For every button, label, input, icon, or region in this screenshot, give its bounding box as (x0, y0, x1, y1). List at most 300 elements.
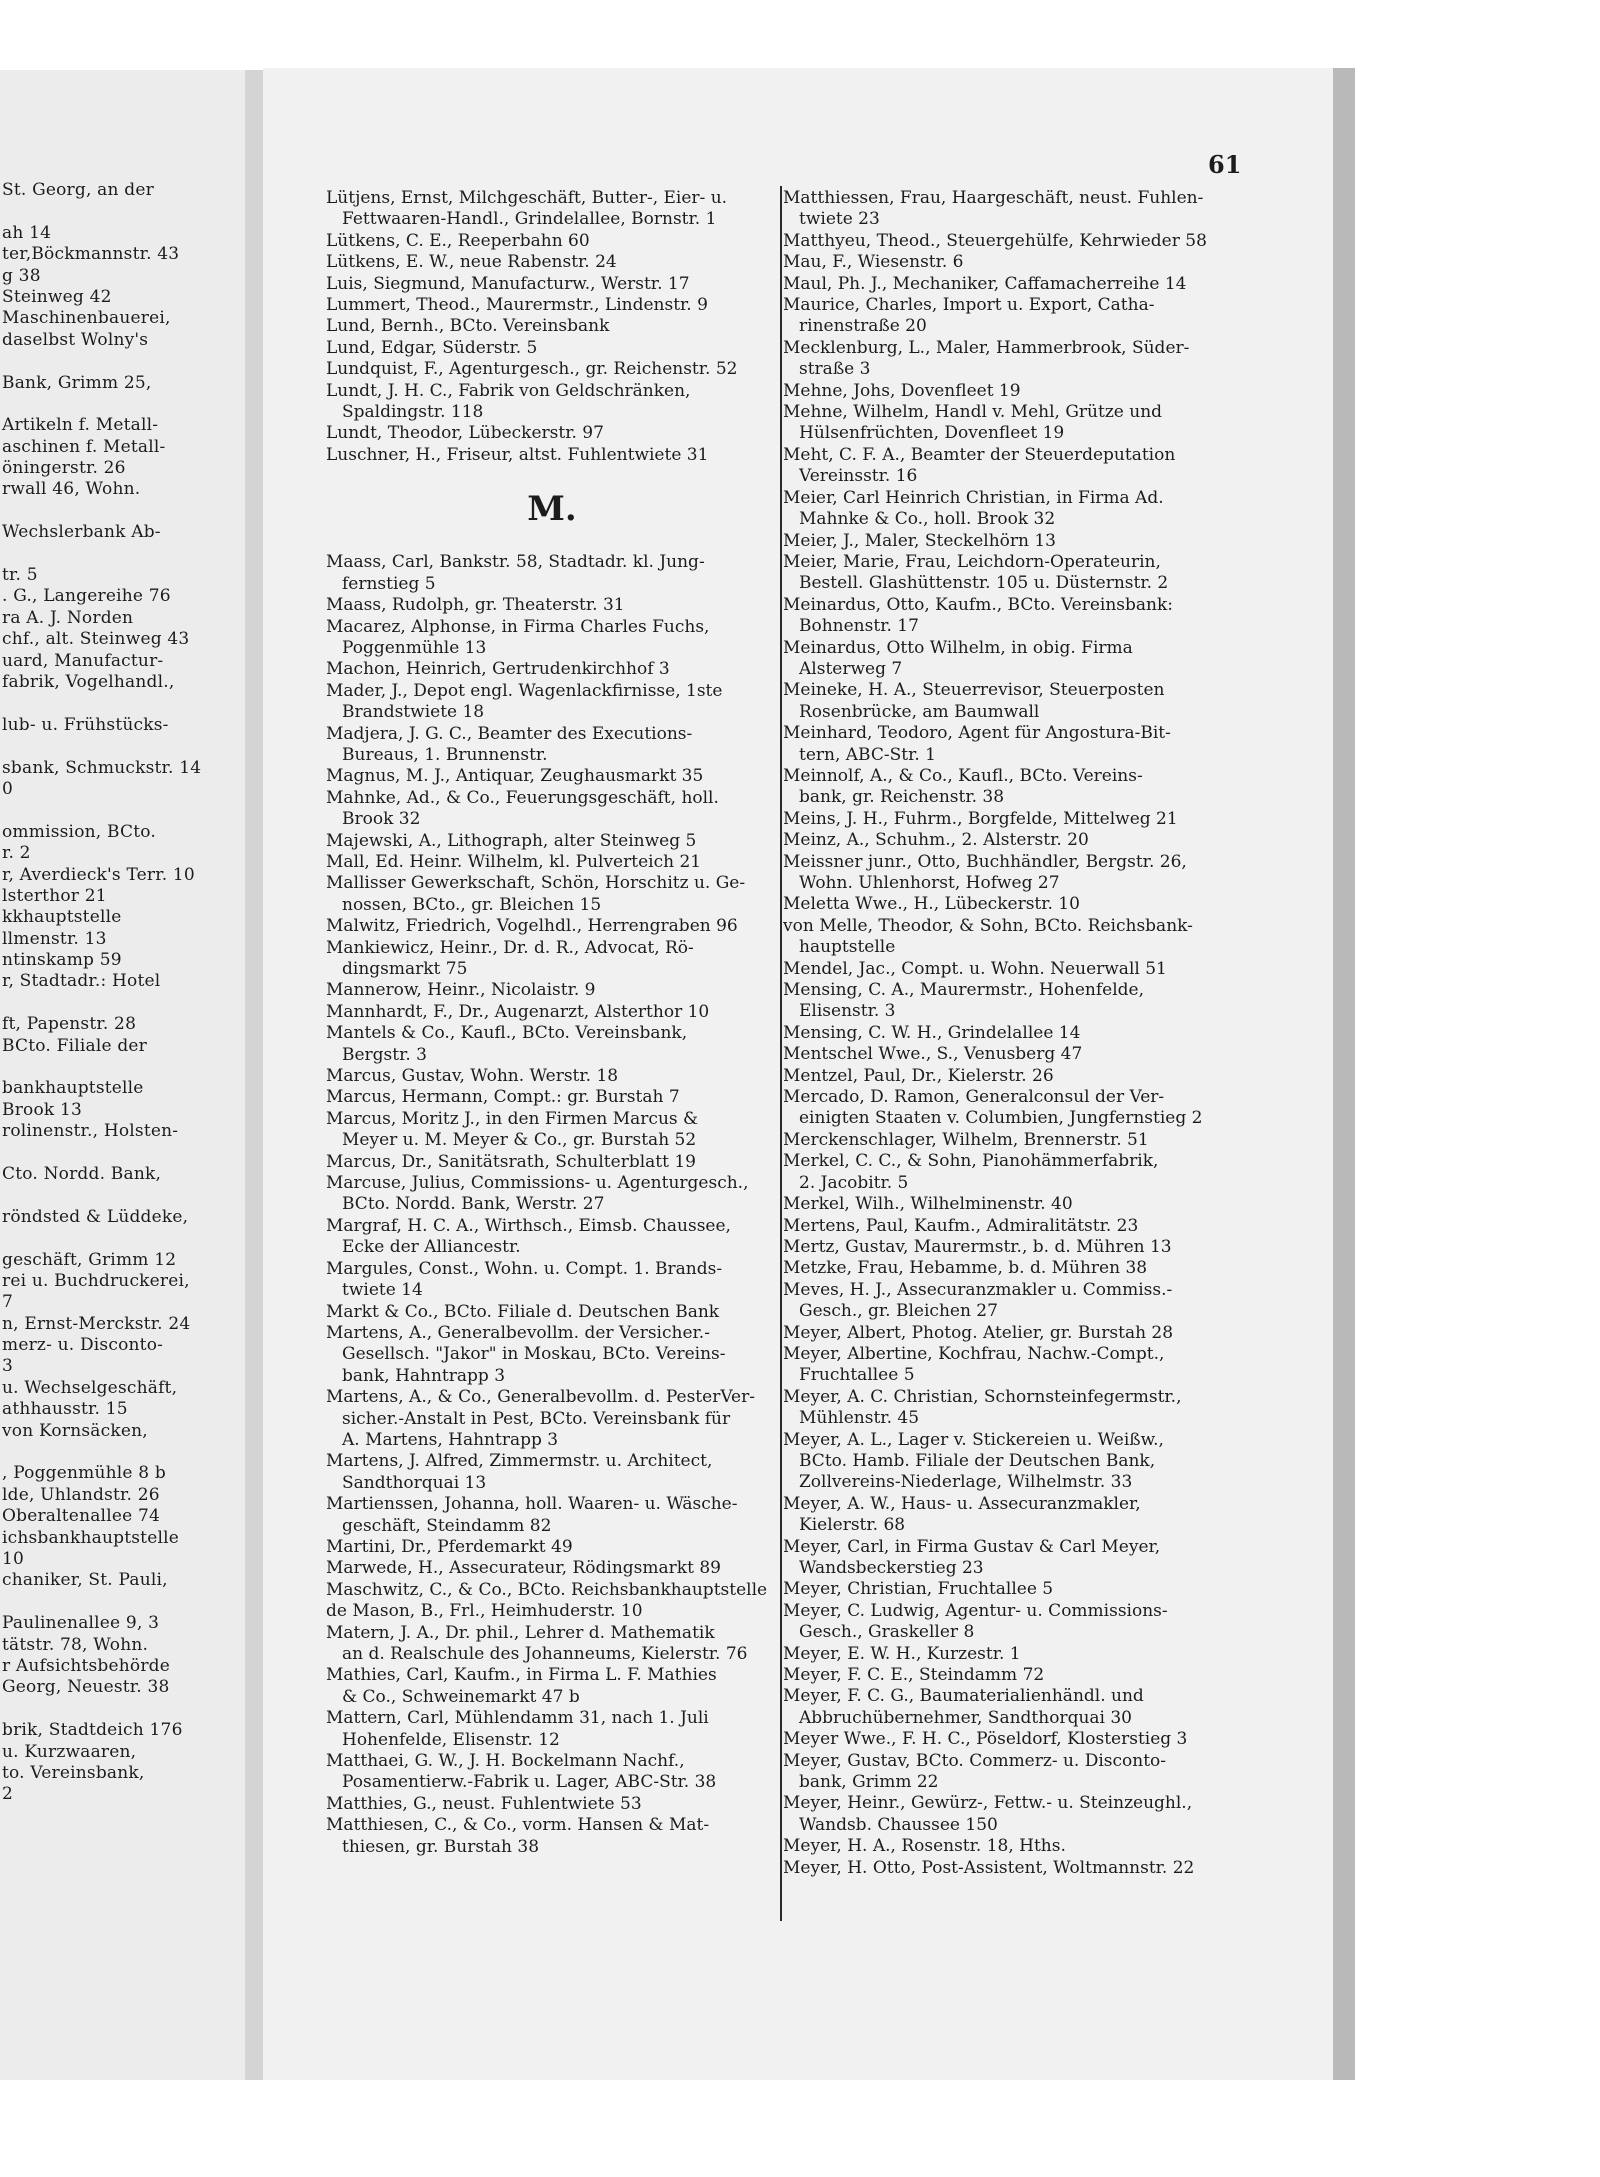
left-fragment-line: n, Ernst-Merckstr. 24 (2, 1313, 191, 1334)
entry-line: Meyer, A. L., Lager v. Stickereien u. Weißw., (783, 1429, 1164, 1450)
directory-entry (326, 1708, 778, 1751)
directory-entry (783, 1087, 1235, 1130)
entry-line: Meyer, E. W. H., Kurzestr. 1 (783, 1643, 1021, 1664)
left-fragment-line (0, 993, 245, 1014)
entry-continuation: Fruchtallee 5 (799, 1365, 915, 1386)
left-fragment-line (0, 800, 245, 821)
entry-line: Meyer, H. Otto, Post-Assistent, Woltmannstr. 22 (783, 1857, 1195, 1878)
entry-continuation: Rosenbrücke, am Baumwall (799, 701, 1040, 722)
entry-continuation: Bergstr. 3 (342, 1044, 427, 1065)
directory-entry (326, 1002, 778, 1023)
entry-continuation: Bureaus, 1. Brunnenstr. (342, 744, 548, 765)
entry-line: Maschwitz, C., & Co., BCto. Reichsbankhauptstelle (326, 1579, 768, 1600)
entry-line: Majewski, A., Lithograph, alter Steinweg 5 (326, 830, 697, 851)
entry-continuation: nossen, BCto., gr. Bleichen 15 (342, 894, 602, 915)
entry-continuation: Gesch., gr. Bleichen 27 (799, 1301, 998, 1322)
entry-line: Meyer, Albertine, Kochfrau, Nachw.-Compt., (783, 1343, 1165, 1364)
directory-entry (326, 852, 778, 873)
directory-entry (783, 1023, 1235, 1044)
entry-line: Mantels & Co., Kaufl., BCto. Vereinsbank, (326, 1023, 688, 1044)
left-fragment-line: 10 (2, 1549, 25, 1569)
directory-entry (326, 1087, 778, 1108)
entry-line: Mattern, Carl, Mühlendamm 31, nach 1. Juli (326, 1708, 709, 1729)
column-divider (780, 186, 782, 1921)
entry-continuation: Wandsb. Chaussee 150 (799, 1814, 998, 1835)
directory-entry (326, 295, 778, 316)
directory-entry (783, 1793, 1235, 1836)
directory-entry (783, 1044, 1235, 1065)
entry-line: Mentschel Wwe., S., Venusberg 47 (783, 1044, 1083, 1065)
entry-continuation: tern, ABC-Str. 1 (799, 744, 936, 765)
entry-line: von Melle, Theodor, & Sohn, BCto. Reichsbank- (783, 915, 1193, 936)
entry-line: Maurice, Charles, Import u. Export, Catha- (783, 295, 1155, 316)
directory-entry (326, 1152, 778, 1173)
directory-entry (326, 617, 778, 660)
entry-line: Meyer, Albert, Photog. Atelier, gr. Burstah 28 (783, 1322, 1174, 1343)
directory-entry (783, 1729, 1235, 1750)
entry-line: Meinnolf, A., & Co., Kaufl., BCto. Vereins- (783, 765, 1143, 786)
directory-entry (326, 938, 778, 981)
left-fragment-line: rei u. Buchdruckerei, (2, 1270, 190, 1291)
directory-entry (783, 1430, 1235, 1494)
entry-continuation: sicher.-Anstalt in Pest, BCto. Vereinsbank für (342, 1408, 731, 1429)
directory-entry (783, 980, 1235, 1023)
entry-continuation: A. Martens, Hahntrapp 3 (342, 1429, 559, 1450)
directory-entry (326, 188, 778, 231)
directory-entry (326, 1815, 778, 1858)
entry-continuation: Mahnke & Co., holl. Brook 32 (799, 509, 1056, 530)
left-fragment-line: St. Georg, an der (2, 180, 154, 200)
directory-entry (783, 638, 1235, 681)
entry-continuation: BCto. Hamb. Filiale der Deutschen Bank, (799, 1450, 1156, 1471)
left-fragment-line: röndsted & Lüddeke, (2, 1206, 189, 1227)
directory-entry (783, 1579, 1235, 1600)
entry-line: Markt & Co., BCto. Filiale d. Deutschen Bank (326, 1301, 720, 1322)
entry-line: Meyer, Christian, Fruchtallee 5 (783, 1579, 1054, 1600)
entry-continuation: Gesch., Graskeller 8 (799, 1622, 975, 1643)
directory-entry (326, 445, 778, 466)
entry-continuation: Spaldingstr. 118 (342, 402, 484, 423)
entry-continuation: twiete 23 (799, 209, 880, 230)
directory-entry (783, 1280, 1235, 1323)
directory-entry (326, 1601, 778, 1622)
entry-line: Meier, Marie, Frau, Leichdorn-Operateurin, (783, 551, 1161, 572)
entry-line: Matthaei, G. W., J. H. Bockelmann Nachf., (326, 1751, 685, 1772)
entry-continuation: Bestell. Glashüttenstr. 105 u. Düsternstr. 2 (799, 573, 1169, 594)
directory-entry (783, 381, 1235, 402)
entry-line: Meletta Wwe., H., Lübeckerstr. 10 (783, 894, 1080, 915)
entry-line: Margules, Const., Wohn. u. Compt. 1. Brands- (326, 1258, 723, 1279)
directory-entry (326, 1259, 778, 1302)
entry-line: Merckenschlager, Wilhelm, Brennerstr. 51 (783, 1129, 1149, 1150)
entry-continuation: einigten Staaten v. Columbien, Jungfernstieg 2 (799, 1108, 1203, 1129)
entry-line: Mau, F., Wiesenstr. 6 (783, 252, 964, 273)
entry-line: Martens, J. Alfred, Zimmermstr. u. Architect, (326, 1451, 713, 1472)
entry-line: Luschner, H., Friseur, altst. Fuhlentwiete 31 (326, 444, 709, 465)
entry-continuation: Hülsenfrüchten, Dovenfleet 19 (799, 423, 1065, 444)
entry-line: Mathies, Carl, Kaufm., in Firma L. F. Mathies (326, 1665, 717, 1686)
entry-continuation: Alsterweg 7 (799, 658, 903, 679)
directory-entry (783, 552, 1235, 595)
left-fragment-line: fabrik, Vogelhandl., (2, 671, 175, 692)
directory-entry (326, 1794, 778, 1815)
entry-continuation: Gesellsch. "Jakor" in Moskau, BCto. Vereins- (342, 1344, 726, 1365)
entry-line: Mannerow, Heinr., Nicolaistr. 9 (326, 980, 596, 1001)
left-fragment-line: von Kornsäcken, (2, 1420, 148, 1441)
directory-entry (783, 1323, 1235, 1344)
directory-entry (783, 1130, 1235, 1151)
directory-entry (783, 295, 1235, 338)
entry-line: Meyer, C. Ludwig, Agentur- u. Commissions- (783, 1600, 1168, 1621)
directory-entry (783, 1344, 1235, 1387)
left-page-text (0, 180, 245, 1806)
entry-continuation: geschäft, Steindamm 82 (342, 1515, 552, 1536)
entry-continuation: dingsmarkt 75 (342, 959, 468, 979)
left-fragment-line: Georg, Neuestr. 38 (2, 1677, 170, 1698)
entry-line: Maul, Ph. J., Mechaniker, Caffamacherreihe 14 (783, 273, 1187, 294)
entry-line: Meissner junr., Otto, Buchhändler, Bergstr. 26, (783, 851, 1187, 872)
directory-entry (783, 274, 1235, 295)
entry-continuation: Wandsbeckerstieg 23 (799, 1558, 984, 1578)
left-fragment-line (0, 201, 245, 222)
directory-entry (326, 231, 778, 252)
section-heading: M. (527, 489, 577, 530)
entry-continuation: Brook 32 (342, 809, 421, 830)
entry-line: Madjera, J. G. C., Beamter des Executions- (326, 723, 693, 744)
entry-continuation: Posamentierw.-Fabrik u. Lager, ABC-Str. 38 (342, 1772, 717, 1793)
directory-entry (326, 359, 778, 380)
directory-entry (783, 830, 1235, 851)
entry-continuation: bank, Hahntrapp 3 (342, 1365, 506, 1386)
entry-line: Margraf, H. C. A., Wirthsch., Eimsb. Chaussee, (326, 1215, 731, 1236)
directory-entry (326, 1109, 778, 1152)
entry-line: Meier, J., Maler, Steckelhörn 13 (783, 530, 1056, 551)
directory-entry (783, 445, 1235, 488)
left-fragment-line: ra A. J. Norden (2, 607, 134, 628)
entry-line: Marcus, Hermann, Compt.: gr. Burstah 7 (326, 1087, 680, 1108)
left-page-fragment (0, 70, 246, 2080)
directory-entry (326, 916, 778, 937)
entry-continuation: Zollvereins-Niederlage, Wilhelmstr. 33 (799, 1472, 1133, 1493)
directory-entry (783, 531, 1235, 552)
entry-continuation: straße 3 (799, 359, 871, 380)
entry-continuation: bank, Grimm 22 (799, 1772, 939, 1793)
left-fragment-line: rolinenstr., Holsten- (2, 1121, 179, 1142)
left-fragment-line: lub- u. Frühstücks- (2, 714, 169, 735)
entry-line: Mentzel, Paul, Dr., Kielerstr. 26 (783, 1065, 1054, 1086)
left-fragment-line: g 38 (2, 265, 41, 286)
entry-line: Mehne, Johs, Dovenfleet 19 (783, 380, 1021, 401)
directory-entry (326, 1751, 778, 1794)
entry-continuation: Kielerstr. 68 (799, 1515, 906, 1536)
entry-line: Mall, Ed. Heinr. Wilhelm, kl. Pulverteich 21 (326, 851, 702, 872)
directory-entry (326, 423, 778, 444)
entry-line: Machon, Heinrich, Gertrudenkirchhof 3 (326, 659, 670, 680)
directory-column-left (326, 188, 778, 1858)
left-fragment-line: BCto. Filiale der (2, 1035, 148, 1056)
directory-entry (783, 766, 1235, 809)
left-fragment-line: u. Kurzwaaren, (2, 1741, 137, 1762)
left-fragment-line (0, 693, 245, 714)
left-fragment-line: uard, Manufactur- (2, 650, 164, 671)
directory-entry (783, 252, 1235, 273)
directory-entry (326, 724, 778, 767)
directory-entry (326, 1302, 778, 1323)
left-fragment-line: r Aufsichtsbehörde (2, 1655, 171, 1676)
directory-entry (326, 1580, 778, 1601)
directory-entry (783, 1751, 1235, 1794)
entry-line: Magnus, M. J., Antiquar, Zeughausmarkt 35 (326, 766, 704, 787)
entry-line: Lundt, Theodor, Lübeckerstr. 97 (326, 423, 604, 444)
entry-line: Mendel, Jac., Compt. u. Wohn. Neuerwall 51 (783, 958, 1167, 979)
directory-entry (783, 680, 1235, 723)
entry-line: Lund, Bernh., BCto. Vereinsbank (326, 316, 610, 337)
entry-line: Lundquist, F., Agenturgesch., gr. Reichenstr. 52 (326, 359, 738, 380)
entry-line: Mankiewicz, Heinr., Dr. d. R., Advocat, Rö- (326, 937, 694, 958)
entry-line: Marcuse, Julius, Commissions- u. Agenturgesch., (326, 1173, 749, 1194)
directory-entry (326, 1066, 778, 1087)
left-fragment-line: Brook 13 (2, 1099, 83, 1120)
directory-entry (326, 659, 778, 680)
directory-column-right (783, 188, 1235, 1879)
left-fragment-line: . G., Langereihe 76 (2, 586, 171, 607)
left-fragment-line: aschinen f. Metall- (2, 436, 166, 457)
left-fragment-line: 3 (2, 1356, 14, 1377)
left-fragment-line: Maschinenbauerei, (2, 308, 171, 329)
entry-continuation: BCto. Nordd. Bank, Werstr. 27 (342, 1194, 605, 1215)
entry-line: Mahnke, Ad., & Co., Feuerungsgeschäft, holl. (326, 787, 719, 808)
directory-entry (326, 831, 778, 852)
left-fragment-line: 2 (2, 1784, 14, 1805)
directory-entry (783, 1665, 1235, 1686)
directory-entry (326, 316, 778, 337)
directory-entry (783, 723, 1235, 766)
entry-line: Malwitz, Friedrich, Vogelhdl., Herrengraben 96 (326, 916, 738, 937)
left-fragment-line: to. Vereinsbank, (2, 1762, 145, 1783)
left-fragment-line (0, 1442, 245, 1463)
entry-line: Metzke, Frau, Hebamme, b. d. Mühren 38 (783, 1258, 1148, 1279)
left-fragment-line: , Poggenmühle 8 b (2, 1463, 166, 1484)
entry-line: Merkel, Wilh., Wilhelminenstr. 40 (783, 1194, 1073, 1215)
entry-line: Mensing, C. W. H., Grindelallee 14 (783, 1022, 1081, 1043)
entry-line: Meyer, A. C. Christian, Schornsteinfegermstr., (783, 1386, 1182, 1407)
directory-entry (783, 1258, 1235, 1279)
directory-entry (326, 1665, 778, 1708)
entry-continuation: 2. Jacobitr. 5 (799, 1172, 909, 1193)
directory-entry (326, 1623, 778, 1666)
entry-continuation: thiesen, gr. Burstah 38 (342, 1836, 540, 1857)
directory-entry (783, 1836, 1235, 1857)
left-fragment-line: tätstr. 78, Wohn. (2, 1634, 149, 1655)
left-fragment-line (0, 736, 245, 757)
left-fragment-line: rwall 46, Wohn. (2, 479, 141, 500)
left-fragment-line: sbank, Schmuckstr. 14 (2, 757, 202, 778)
directory-entry (783, 1494, 1235, 1537)
directory-entry (326, 681, 778, 724)
entry-continuation: Bohnenstr. 17 (799, 616, 919, 637)
entry-line: Marwede, H., Assecurateur, Rödingsmarkt 89 (326, 1558, 721, 1579)
entry-line: Meyer, Gustav, BCto. Commerz- u. Disconto- (783, 1750, 1167, 1771)
entry-line: Meinardus, Otto Wilhelm, in obig. Firma (783, 637, 1133, 658)
directory-entry (783, 1537, 1235, 1580)
entry-line: Meineke, H. A., Steuerrevisor, Steuerposten (783, 680, 1165, 701)
entry-line: Maass, Carl, Bankstr. 58, Stadtadr. kl. Jung- (326, 552, 705, 573)
left-fragment-line: r, Averdieck's Terr. 10 (2, 864, 195, 885)
entry-line: Meves, H. J., Assecuranzmakler u. Commiss.- (783, 1279, 1173, 1300)
directory-entry (783, 595, 1235, 638)
entry-continuation: Abbruchübernehmer, Sandthorquai 30 (799, 1707, 1133, 1728)
entry-line: Mensing, C. A., Maurermstr., Hohenfelde, (783, 980, 1145, 1001)
entry-line: Mercado, D. Ramon, Generalconsul der Ver- (783, 1087, 1165, 1108)
entry-line: Martens, A., Generalbevollm. der Versicher.- (326, 1322, 710, 1343)
entry-line: Matthiessen, Frau, Haargeschäft, neust. Fuhlen- (783, 188, 1204, 208)
left-fragment-line: 0 (2, 778, 14, 799)
entry-line: Meins, J. H., Fuhrm., Borgfelde, Mittelweg 21 (783, 808, 1178, 829)
directory-entry (326, 595, 778, 616)
entry-continuation: Poggenmühle 13 (342, 637, 487, 658)
left-fragment-line: ommission, BCto. (2, 821, 156, 842)
left-fragment-line: athhausstr. 15 (2, 1399, 128, 1420)
left-fragment-line (0, 1143, 245, 1164)
entry-continuation: fernstieg 5 (342, 573, 436, 594)
left-fragment-line: Artikeln f. Metall- (2, 415, 159, 436)
directory-entry (326, 252, 778, 273)
entry-continuation: Meyer u. M. Meyer & Co., gr. Burstah 52 (342, 1130, 697, 1151)
directory-entry (326, 1216, 778, 1259)
entry-line: Maass, Rudolph, gr. Theaterstr. 31 (326, 595, 625, 616)
entry-line: Lütkens, C. E., Reeperbahn 60 (326, 230, 590, 251)
entry-line: Matthiesen, C., & Co., vorm. Hansen & Mat- (326, 1815, 710, 1836)
entry-line: Martens, A., & Co., Generalbevollm. d. PesterVer- (326, 1387, 755, 1408)
entry-continuation: rinenstraße 20 (799, 316, 927, 337)
left-fragment-line: tr. 5 (2, 565, 38, 586)
directory-entry (783, 959, 1235, 980)
directory-entry (326, 338, 778, 359)
left-fragment-line: ter,Böckmannstr. 43 (2, 244, 180, 265)
entry-line: Luis, Siegmund, Manufacturw., Werstr. 17 (326, 273, 690, 294)
left-fragment-line: Steinweg 42 (2, 286, 112, 307)
left-fragment-line (0, 1228, 245, 1249)
directory-entry (783, 1601, 1235, 1644)
directory-entry (326, 1558, 778, 1579)
left-fragment-line: Oberaltenallee 74 (2, 1506, 160, 1527)
entry-line: Meyer, A. W., Haus- u. Assecuranzmakler, (783, 1493, 1141, 1514)
left-fragment-line: kkhauptstelle (2, 907, 122, 928)
directory-entry (783, 338, 1235, 381)
left-fragment-line: r, Stadtadr.: Hotel (2, 971, 161, 992)
entry-line: Marcus, Moritz J., in den Firmen Marcus & (326, 1108, 699, 1129)
entry-line: Lund, Edgar, Süderstr. 5 (326, 337, 538, 358)
entry-continuation: Ecke der Alliancestr. (342, 1237, 521, 1258)
directory-entry (783, 1686, 1235, 1729)
entry-line: Lütkens, E. W., neue Rabenstr. 24 (326, 252, 617, 273)
entry-line: Lütjens, Ernst, Milchgeschäft, Butter-, Eier- u. (326, 188, 728, 208)
left-fragment-line: Cto. Nordd. Bank, (2, 1163, 162, 1184)
left-fragment-line (0, 1057, 245, 1078)
entry-line: Macarez, Alphonse, in Firma Charles Fuchs, (326, 616, 710, 637)
directory-entry (783, 852, 1235, 895)
entry-continuation: Brandstwiete 18 (342, 702, 485, 723)
entry-continuation: an d. Realschule des Johanneums, Kielerstr. 76 (342, 1644, 748, 1664)
left-fragment-line: bankhauptstelle (2, 1078, 144, 1099)
entry-line: Meyer Wwe., F. H. C., Pöseldorf, Klosterstieg 3 (783, 1729, 1188, 1750)
entry-line: Meinardus, Otto, Kaufm., BCto. Vereinsbank: (783, 594, 1173, 615)
entry-line: Meier, Carl Heinrich Christian, in Firma Ad. (783, 487, 1164, 508)
directory-entry (326, 766, 778, 787)
directory-entry (326, 1173, 778, 1216)
left-fragment-line (0, 501, 245, 522)
left-fragment-line (0, 394, 245, 415)
entry-continuation: hauptstelle (799, 937, 896, 958)
entry-continuation: Vereinsstr. 16 (799, 466, 918, 487)
directory-entry (326, 552, 778, 595)
entry-line: Meinhard, Teodoro, Agent für Angostura-Bit- (783, 723, 1171, 744)
left-fragment-line: u. Wechselgeschäft, (2, 1377, 178, 1398)
directory-entry (326, 381, 778, 424)
left-fragment-line (0, 544, 245, 565)
entry-line: Martini, Dr., Pferdemarkt 49 (326, 1536, 573, 1557)
entry-line: Mehne, Wilhelm, Handl v. Mehl, Grütze und (783, 402, 1163, 423)
left-fragment-line: ichsbankhauptstelle (2, 1527, 179, 1548)
entry-continuation: bank, gr. Reichenstr. 38 (799, 787, 1005, 808)
left-fragment-line: geschäft, Grimm 12 (2, 1249, 177, 1270)
directory-entry (326, 1387, 778, 1451)
left-fragment-line (0, 351, 245, 372)
left-fragment-line: daselbst Wolny's (2, 329, 149, 350)
entry-continuation: Fettwaaren-Handl., Grindelallee, Bornstr. 1 (342, 209, 717, 230)
left-fragment-line: Paulinenallee 9, 3 (2, 1613, 160, 1634)
directory-entry (783, 188, 1235, 231)
left-fragment-line: lde, Uhlandstr. 26 (2, 1484, 160, 1505)
directory-entry (326, 1537, 778, 1558)
directory-entry (783, 809, 1235, 830)
entry-line: Mecklenburg, L., Maler, Hammerbrook, Süder- (783, 337, 1190, 358)
entry-continuation: Mühlenstr. 45 (799, 1408, 920, 1429)
entry-line: Meht, C. F. A., Beamter der Steuerdeputation (783, 444, 1176, 465)
entry-line: Meyer, Heinr., Gewürz-, Fettw.- u. Steinzeughl., (783, 1793, 1193, 1814)
left-fragment-line: öningerstr. 26 (2, 458, 126, 479)
left-fragment-line (0, 1592, 245, 1613)
entry-line: Mertens, Paul, Kaufm., Admiralitätstr. 23 (783, 1215, 1139, 1236)
entry-continuation: Sandthorquai 13 (342, 1472, 487, 1493)
entry-continuation: Elisenstr. 3 (799, 1001, 896, 1022)
directory-entry (783, 1151, 1235, 1194)
page-edge-shadow (1333, 68, 1355, 2080)
left-fragment-line: 7 (2, 1292, 14, 1313)
left-fragment-line: merz- u. Disconto- (2, 1335, 164, 1356)
page-number: 61 (1208, 150, 1242, 179)
entry-line: de Mason, B., Frl., Heimhuderstr. 10 (326, 1601, 643, 1622)
directory-entry (783, 1387, 1235, 1430)
entry-line: Meyer, Carl, in Firma Gustav & Carl Meyer, (783, 1536, 1161, 1557)
entry-line: Matthies, G., neust. Fuhlentwiete 53 (326, 1793, 642, 1814)
directory-entry (783, 916, 1235, 959)
entry-continuation: Wohn. Uhlenhorst, Hofweg 27 (799, 873, 1060, 893)
directory-entry (326, 1494, 778, 1537)
entry-line: Merkel, C. C., & Sohn, Pianohämmerfabrik, (783, 1151, 1159, 1172)
directory-entry (783, 402, 1235, 445)
directory-entry (783, 1216, 1235, 1237)
directory-entry (783, 488, 1235, 531)
directory-entry (783, 1644, 1235, 1665)
left-fragment-line (0, 1185, 245, 1206)
directory-entry (783, 1858, 1235, 1879)
entry-line: Martienssen, Johanna, holl. Waaren- u. Wäsche- (326, 1494, 738, 1515)
directory-entry (783, 231, 1235, 252)
directory-entry (783, 894, 1235, 915)
entry-line: Mader, J., Depot engl. Wagenlackfirnisse, 1ste (326, 680, 723, 701)
left-fragment-line: ft, Papenstr. 28 (2, 1014, 137, 1035)
